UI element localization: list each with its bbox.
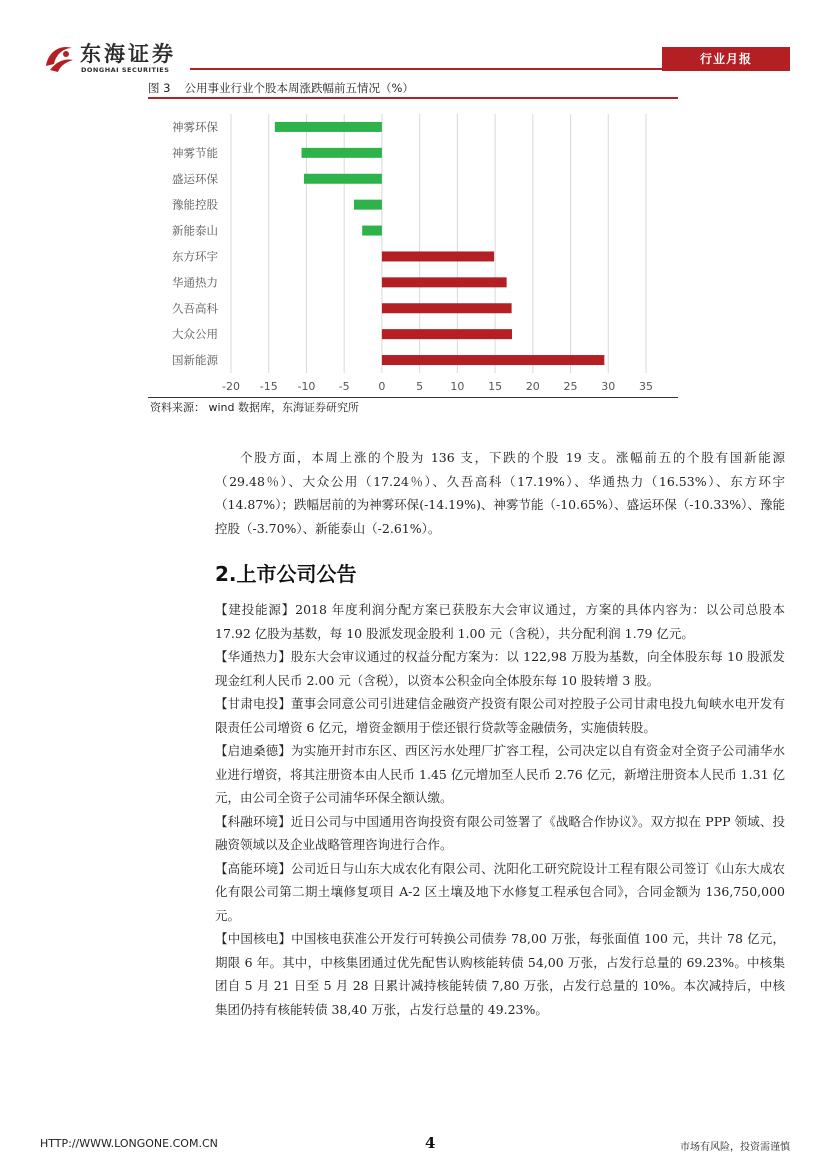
bar: [382, 277, 507, 287]
chart-bars: [275, 122, 605, 365]
announcement-item: 【甘肃电投】董事会同意公司引进建信金融资产投资有限公司对控股子公司甘肃电投九甸峡水电开发有限责任公司增资 6 亿元，增资金额用于偿还银行贷款等金融债务，实施债转股。: [215, 696, 785, 735]
figure-source: 资料来源： wind 数据库，东海证券研究所: [150, 401, 359, 414]
announcement-item: 【科融环境】近日公司与中国通用咨询投资有限公司签署了《战略合作协议》。双方拟在 PPP 领域、投融资领域以及企业战略管理咨询进行合作。: [215, 813, 785, 852]
risk-disclaimer: 市场有风险，投资需谨慎: [680, 1142, 790, 1153]
bar: [382, 329, 512, 339]
category-label: 国新能源: [172, 353, 218, 368]
category-label: 华通热力: [172, 275, 218, 290]
header-divider: [190, 68, 662, 70]
figure-caption: [148, 80, 414, 96]
x-tick-label: -10: [297, 380, 316, 393]
category-label: 新能泰山: [172, 223, 218, 238]
category-label: 东方环宇: [172, 249, 218, 264]
x-tick-label: 30: [601, 380, 616, 393]
bar: [382, 303, 512, 313]
bar-chart: [148, 100, 678, 396]
summary-text: 个股方面，本周上涨的个股为 136 支，下跌的个股 19 支。涨幅前五的个股有国新能源（29.48％）、大众公用（17.24％）、久吾高科（17.19%）、华通热力（16.53%）、东方环宇（14.87%）；跌幅居前的为神雾环保(-14.19%)、神雾节能（-10.65%）、盛运环保（-10.33%）、豫能控股（-3.70%）、新能泰山（-2.61%）。: [215, 450, 785, 536]
logo-chinese-name: 东海证券: [80, 42, 176, 66]
x-tick-label: -15: [259, 380, 278, 393]
figure-number: 图 3: [148, 81, 171, 95]
announcement-item: 【高能环境】公司近日与山东大成农化有限公司、沈阳化工研究院设计工程有限公司签订《山东大成农化有限公司第二期土壤修复项目 A-2 区土壤及地下水修复工程承包合同》，合同金额为 136,750,000 元。: [215, 860, 785, 923]
figure-title: 公用事业行业个股本周涨跌幅前五情况（%）: [184, 81, 414, 95]
category-label: 盛运环保: [172, 171, 218, 186]
bar: [302, 148, 382, 158]
x-tick-label: 10: [450, 380, 465, 393]
footer-website-link[interactable]: HTTP://WWW.LONGONE.COM.CN: [40, 1137, 218, 1150]
x-tick-label: 5: [416, 380, 424, 393]
category-label: 神雾节能: [172, 145, 218, 160]
category-label: 神雾环保: [172, 119, 218, 134]
bar: [275, 122, 382, 132]
logo-english-name: DONGHAI SECURITIES: [81, 66, 170, 74]
x-tick-label: 20: [525, 380, 540, 393]
page-number: 4: [425, 1134, 436, 1152]
category-label: 大众公用: [172, 327, 218, 342]
announcements-list: [215, 598, 785, 1021]
category-label: 豫能控股: [172, 197, 218, 212]
figure-bottom-rule: [148, 397, 678, 398]
chart-tick-labels: [222, 380, 653, 393]
bar: [362, 226, 382, 236]
announcement-item: 【华通热力】股东大会审议通过的权益分配方案为：以 122,98 万股为基数，向全体股东每 10 股派发现金红利人民币 2.00 元（含税），以资本公积金向全体股东每 10 股转增 3 股。: [215, 649, 785, 688]
bar: [382, 251, 494, 261]
chart-category-labels: [172, 120, 218, 367]
category-label: 久吾高科: [172, 301, 218, 316]
x-tick-label: -5: [338, 380, 350, 393]
section-heading: 2.上市公司公告: [215, 562, 357, 586]
report-type-badge: 行业月报: [662, 47, 790, 71]
announcement-item: 【建投能源】2018 年度利润分配方案已获股东大会审议通过，方案的具体内容为：以公司总股本 17.92 亿股为基数，每 10 股派发现金股利 1.00 元（含税），共分配利润 1.79 亿元。: [215, 602, 785, 641]
bar: [354, 200, 382, 210]
summary-paragraph: [215, 446, 785, 540]
figure-top-rule: [148, 97, 678, 99]
x-tick-label: 25: [563, 380, 578, 393]
x-tick-label: -20: [222, 380, 240, 393]
bar: [382, 355, 604, 365]
announcement-item: 【中国核电】中国核电获准公开发行可转换公司债券 78,00 万张，每张面值 100 元，共计 78 亿元，期限 6 年。其中，中核集团通过优先配售认购核能转债 54,00 万张，占发行总量的 69.23%。中核集团自 5 月 21 日至 5 月 28 日累计减持核能转债 7,80 万张，占发行总量的 10%。本次减持后，中核集团仍持有核能转债 38,40 万张，占发行总量的 49.23%。: [215, 931, 785, 1017]
announcement-item: 【启迪桑德】为实施开封市东区、西区污水处理厂扩容工程，公司决定以自有资金对全资子公司浦华水业进行增资，将其注册资本由人民币 1.45 亿元增加至人民币 2.76 亿元，新增注册资本人民币 1.31 亿元，由公司全资子公司浦华环保全额认缴。: [215, 743, 785, 805]
x-tick-label: 35: [639, 380, 653, 393]
donghai-logo-icon: [42, 40, 76, 74]
x-tick-label: 0: [378, 380, 386, 393]
bar: [304, 174, 382, 184]
x-tick-label: 15: [488, 380, 503, 393]
